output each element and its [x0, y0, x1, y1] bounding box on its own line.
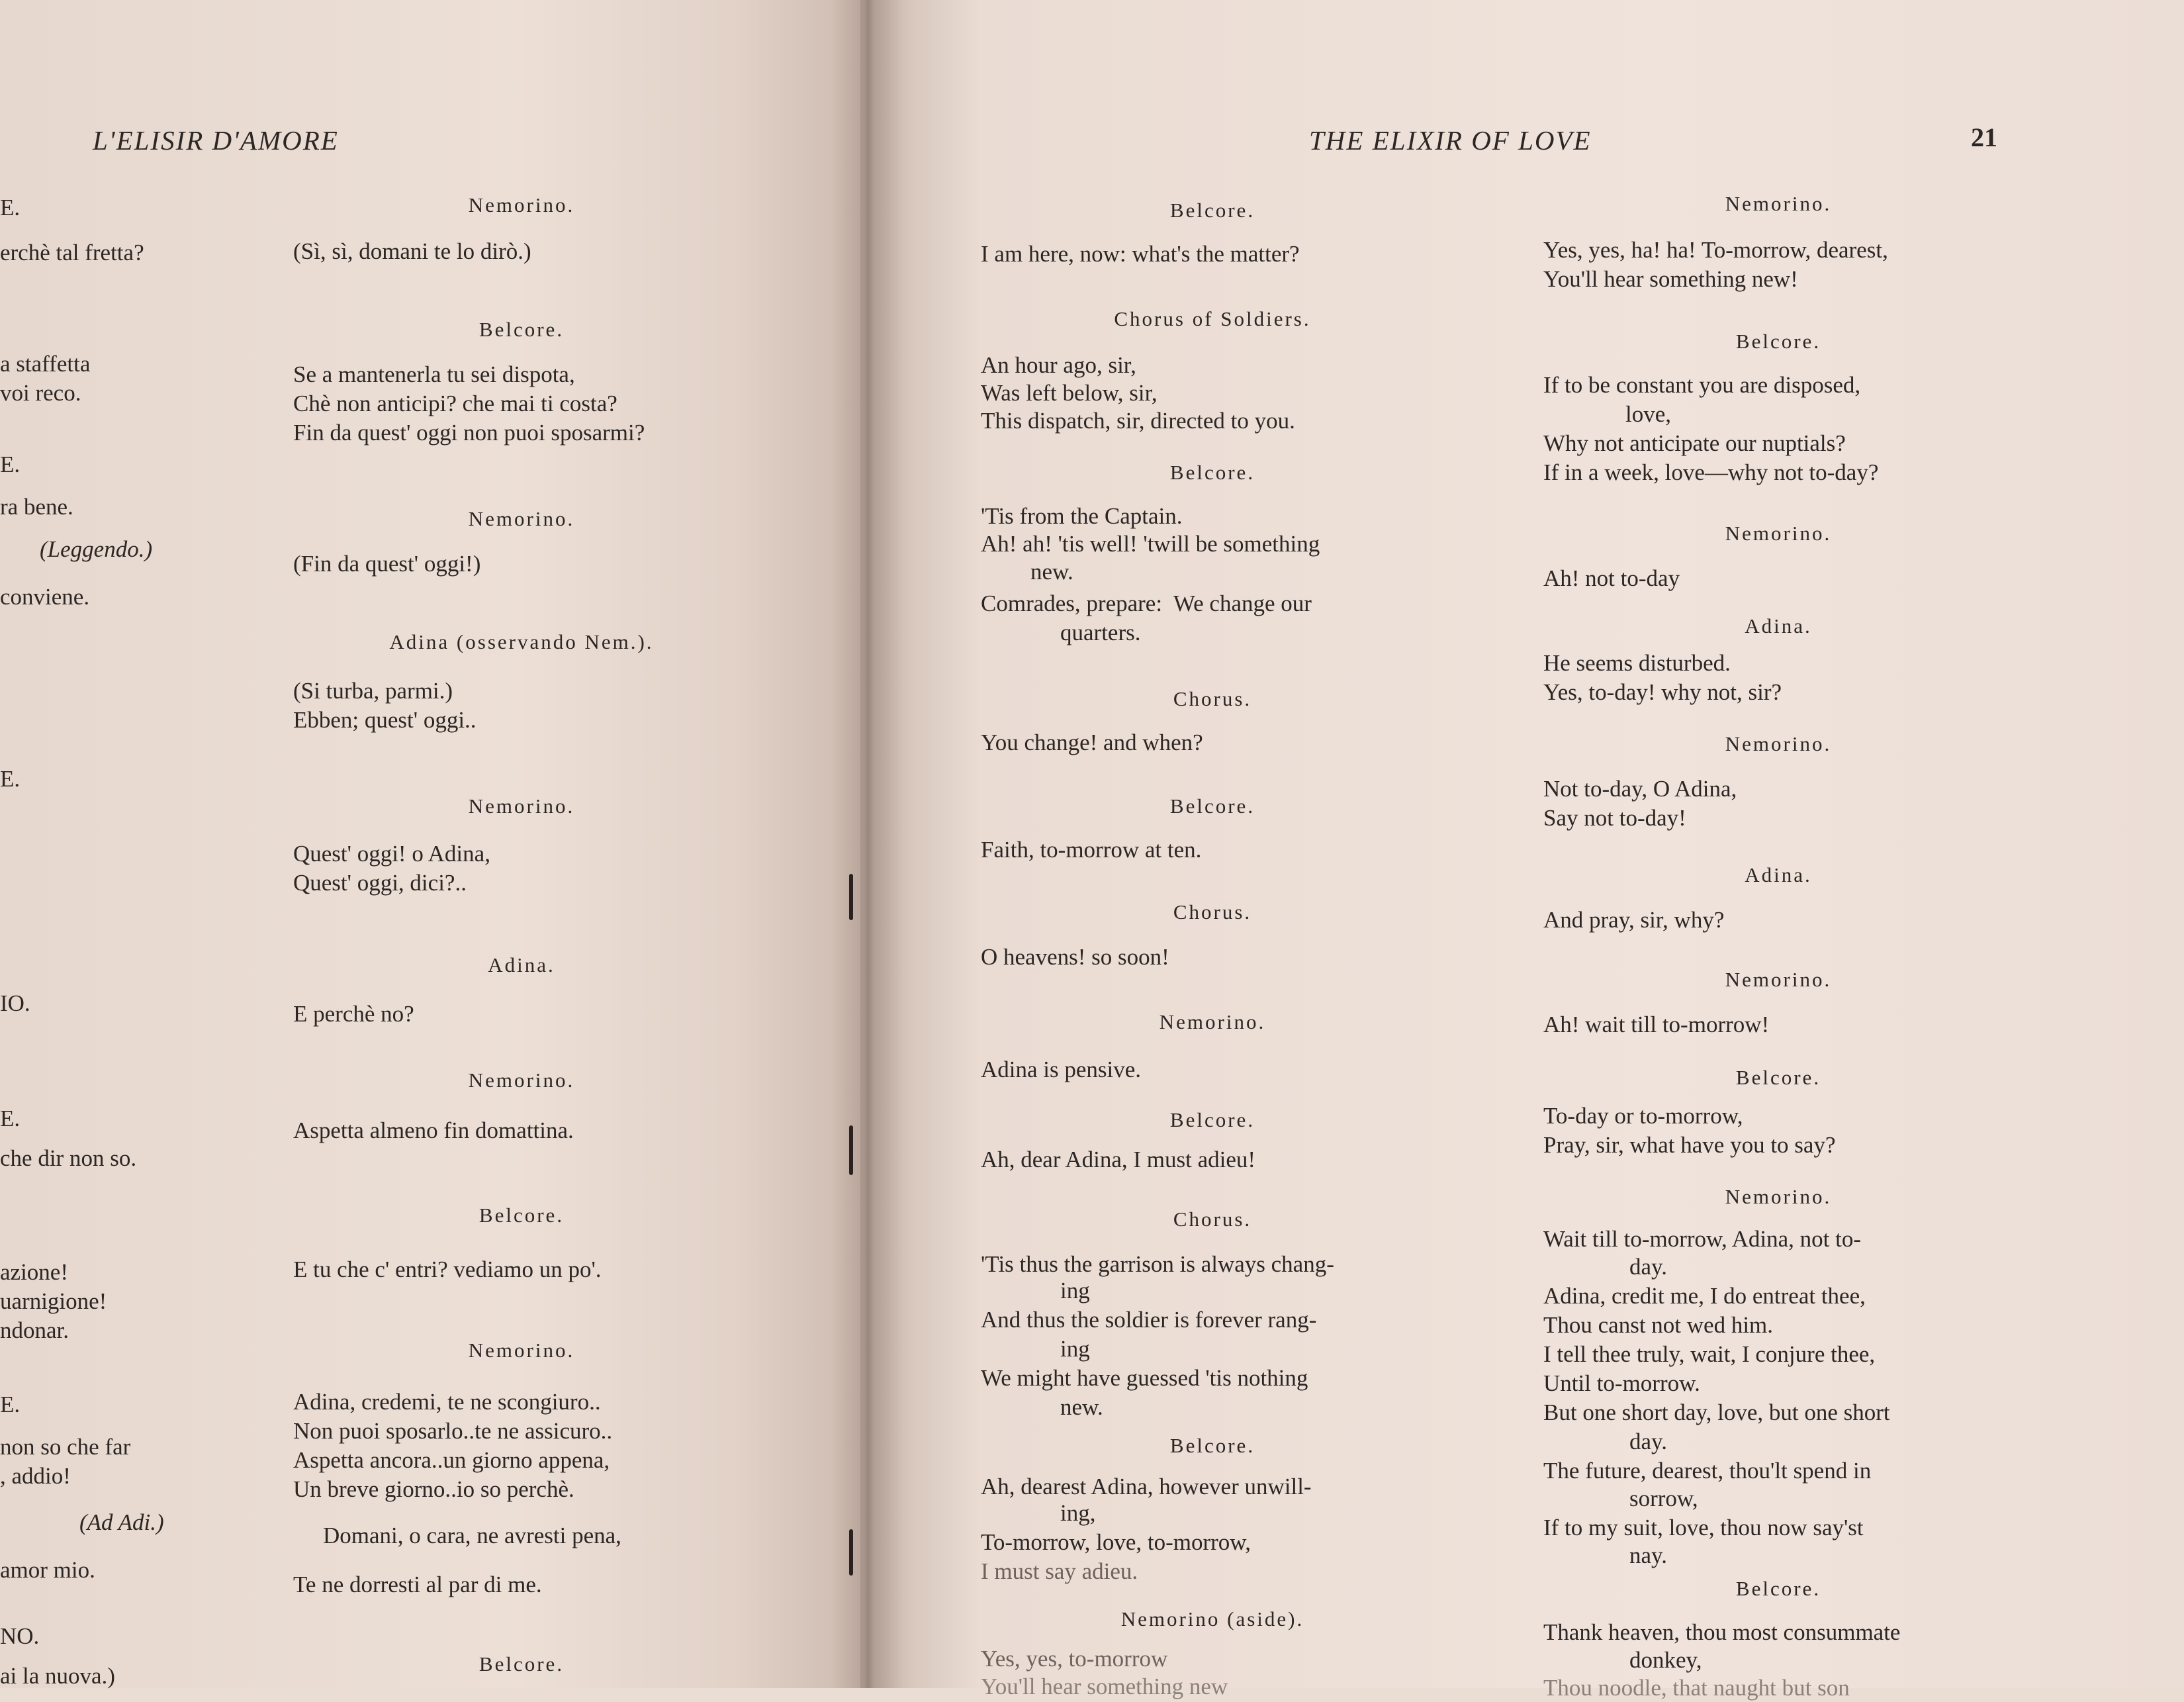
speaker-heading: Nemorino.: [468, 1339, 575, 1362]
margin-fragment: a staffetta: [0, 351, 91, 377]
verse-line: To-morrow, love, to-morrow,: [981, 1529, 1251, 1555]
verse-line: I am here, now: what's the matter?: [981, 241, 1300, 267]
verse-line: (Sì, sì, domani te lo dirò.): [293, 238, 531, 264]
verse-line: Ah! ah! 'tis well! 'twill be something: [981, 531, 1320, 557]
verse-line: Comrades, prepare: We change our: [981, 591, 1312, 616]
speaker-heading: Nemorino.: [468, 1068, 575, 1092]
speaker-heading: Belcore.: [1169, 1434, 1255, 1457]
verse-line: donkey,: [1629, 1647, 1702, 1673]
margin-fragment: amor mio.: [0, 1557, 95, 1583]
verse-line: Thank heaven, thou most consummate: [1543, 1619, 1901, 1645]
margin-fragment: conviene.: [0, 584, 90, 610]
verse-line: ing: [1060, 1336, 1090, 1362]
speaker-heading: Nemorino (aside).: [1120, 1607, 1304, 1631]
speaker-heading: Chorus.: [1173, 1207, 1252, 1231]
margin-fragment: non so che far: [0, 1434, 131, 1460]
verse-line: 'Tis from the Captain.: [981, 503, 1183, 529]
speaker-heading: Belcore.: [1169, 461, 1255, 484]
verse-line: day.: [1629, 1429, 1668, 1454]
verse-line: (Si turba, parmi.): [293, 678, 453, 704]
verse-line: I must say adieu.: [981, 1558, 1138, 1584]
margin-fragment: ra bene.: [0, 494, 73, 520]
verse-line: Quest' oggi! o Adina,: [293, 841, 490, 867]
verse-line: Se a mantenerla tu sei dispota,: [293, 361, 575, 387]
verse-line: This dispatch, sir, directed to you.: [981, 408, 1295, 434]
binding-stitch: [849, 874, 853, 920]
speaker-heading: Adina (osservando Nem.).: [389, 630, 654, 653]
verse-line: The future, dearest, thou'lt spend in: [1543, 1458, 1872, 1484]
speaker-heading: Belcore.: [478, 318, 565, 341]
speaker-heading: Adina.: [1745, 863, 1812, 886]
verse-line: nay.: [1629, 1542, 1668, 1568]
verse-line: Ebben; quest' oggi..: [293, 707, 477, 733]
stage-direction: (Leggendo.): [40, 536, 153, 562]
verse-line: Faith, to-morrow at ten.: [981, 837, 1202, 863]
verse-line: We might have guessed 'tis nothing: [981, 1365, 1308, 1391]
verse-line: Domani, o cara, ne avresti pena,: [323, 1523, 621, 1548]
verse-line: O heavens! so soon!: [981, 944, 1169, 970]
verse-line: Non puoi sposarlo..te ne assicuro..: [293, 1418, 613, 1444]
verse-line: Adina is pensive.: [981, 1057, 1142, 1082]
speaker-heading: Belcore.: [1169, 794, 1255, 818]
verse-line: If to my suit, love, thou now say'st: [1543, 1515, 1864, 1540]
margin-fragment: E.: [0, 1106, 21, 1131]
speaker-heading: Belcore.: [1169, 199, 1255, 222]
verse-line: E tu che c' entri? vediamo un po'.: [293, 1256, 602, 1282]
speaker-heading: Nemorino.: [468, 193, 575, 216]
speaker-heading: Nemorino.: [1725, 1185, 1832, 1208]
speaker-heading: Chorus.: [1173, 687, 1252, 710]
verse-line: Yes, yes, ha! ha! To-morrow, dearest,: [1543, 237, 1888, 263]
verse-line: Adina, credit me, I do entreat thee,: [1543, 1283, 1866, 1309]
verse-line: I tell thee truly, wait, I conjure thee,: [1543, 1341, 1876, 1367]
verse-line: Ah, dearest Adina, however unwill-: [981, 1474, 1312, 1499]
margin-fragment: NO.: [0, 1623, 40, 1649]
speaker-heading: Belcore.: [1735, 330, 1821, 353]
margin-fragment: ndonar.: [0, 1317, 69, 1343]
verse-line: You'll hear something new: [981, 1674, 1228, 1699]
margin-fragment: E.: [0, 451, 21, 477]
margin-fragment: che dir non so.: [0, 1145, 137, 1171]
verse-line: Why not anticipate our nuptials?: [1543, 430, 1846, 456]
verse-line: ing,: [1060, 1500, 1096, 1526]
verse-line: Fin da quest' oggi non puoi sposarmi?: [293, 420, 645, 446]
speaker-heading: Belcore.: [478, 1652, 565, 1676]
verse-line: Say not to-day!: [1543, 805, 1686, 831]
speaker-heading: Chorus of Soldiers.: [1114, 307, 1311, 330]
verse-line: To-day or to-morrow,: [1543, 1103, 1743, 1129]
verse-line: Thou noodle, that naught but son: [1543, 1675, 1850, 1701]
page-number: 21: [1971, 122, 1997, 152]
verse-line: new.: [1060, 1394, 1103, 1420]
verse-line: An hour ago, sir,: [981, 352, 1136, 378]
speaker-heading: Belcore.: [1735, 1577, 1821, 1600]
verse-line: 'Tis thus the garrison is always chang-: [981, 1251, 1334, 1277]
speaker-heading: Adina.: [1745, 614, 1812, 638]
verse-line: E perchè no?: [293, 1001, 414, 1027]
speaker-heading: Nemorino.: [468, 507, 575, 530]
verse-line: He seems disturbed.: [1543, 650, 1731, 676]
book-gutter: [831, 0, 903, 1688]
verse-line: Un breve giorno..io so perchè.: [293, 1476, 574, 1502]
speaker-heading: Belcore.: [1169, 1108, 1255, 1131]
speaker-heading: Chorus.: [1173, 900, 1252, 923]
speaker-heading: Nemorino.: [1725, 522, 1832, 545]
verse-line: Ah! wait till to-morrow!: [1543, 1012, 1770, 1037]
speaker-heading: Nemorino.: [1159, 1010, 1266, 1033]
binding-stitch: [849, 1529, 853, 1576]
verse-line: Thou canst not wed him.: [1543, 1312, 1774, 1338]
stage-direction: (Ad Adi.): [79, 1509, 164, 1535]
verse-line: day.: [1629, 1254, 1668, 1280]
verse-line: Aspetta ancora..un giorno appena,: [293, 1447, 610, 1473]
verse-line: Wait till to-morrow, Adina, not to-: [1543, 1226, 1861, 1252]
verse-line: Pray, sir, what have you to say?: [1543, 1132, 1836, 1158]
verse-line: Ah! not to-day: [1543, 565, 1680, 591]
margin-fragment: azione!: [0, 1259, 68, 1285]
verse-line: Quest' oggi, dici?..: [293, 870, 467, 896]
speaker-heading: Nemorino.: [1725, 968, 1832, 991]
verse-line: Adina, credemi, te ne scongiuro..: [293, 1389, 601, 1415]
verse-line: If to be constant you are disposed,: [1543, 372, 1861, 398]
margin-fragment: IO.: [0, 990, 30, 1016]
verse-line: And thus the soldier is forever rang-: [981, 1307, 1317, 1333]
verse-line: (Fin da quest' oggi!): [293, 551, 481, 577]
verse-line: But one short day, love, but one short: [1543, 1399, 1890, 1425]
speaker-heading: Adina.: [488, 953, 555, 976]
running-head-right: THE ELIXIR OF LOVE: [1309, 125, 1592, 156]
verse-line: Was left below, sir,: [981, 380, 1158, 406]
verse-line: Chè non anticipi? che mai ti costa?: [293, 391, 617, 416]
binding-stitch: [849, 1125, 853, 1175]
verse-line: Aspetta almeno fin domattina.: [293, 1117, 574, 1143]
verse-line: love,: [1625, 401, 1672, 427]
verse-line: You'll hear something new!: [1543, 266, 1798, 292]
margin-fragment: E.: [0, 195, 21, 220]
margin-fragment: E.: [0, 1392, 21, 1417]
margin-fragment: uarnigione!: [0, 1288, 107, 1314]
speaker-heading: Belcore.: [478, 1204, 565, 1227]
speaker-heading: Belcore.: [1735, 1066, 1821, 1089]
verse-line: Ah, dear Adina, I must adieu!: [981, 1147, 1256, 1172]
speaker-heading: Nemorino.: [1725, 732, 1832, 755]
verse-line: Te ne dorresti al par di me.: [293, 1572, 542, 1597]
verse-line: quarters.: [1060, 620, 1141, 645]
verse-line: Until to-morrow.: [1543, 1370, 1700, 1396]
margin-fragment: , addio!: [0, 1463, 71, 1489]
verse-line: ing: [1060, 1278, 1090, 1303]
speaker-heading: Nemorino.: [1725, 192, 1832, 215]
verse-line: Yes, yes, to-morrow: [981, 1646, 1168, 1672]
verse-line: Not to-day, O Adina,: [1543, 776, 1737, 802]
verse-line: Yes, to-day! why not, sir?: [1543, 679, 1782, 705]
verse-line: If in a week, love—why not to-day?: [1543, 459, 1879, 485]
margin-fragment: E.: [0, 766, 21, 792]
verse-line: You change! and when?: [981, 730, 1203, 755]
speaker-heading: Nemorino.: [468, 794, 575, 818]
margin-fragment: ai la nuova.): [0, 1663, 115, 1689]
verse-line: And pray, sir, why?: [1543, 907, 1725, 933]
verse-line: new.: [1030, 559, 1073, 585]
running-head-left: L'ELISIR D'AMORE: [93, 125, 339, 156]
verse-line: sorrow,: [1629, 1486, 1698, 1511]
margin-fragment: voi reco.: [0, 380, 81, 406]
margin-fragment: erchè tal fretta?: [0, 240, 144, 265]
